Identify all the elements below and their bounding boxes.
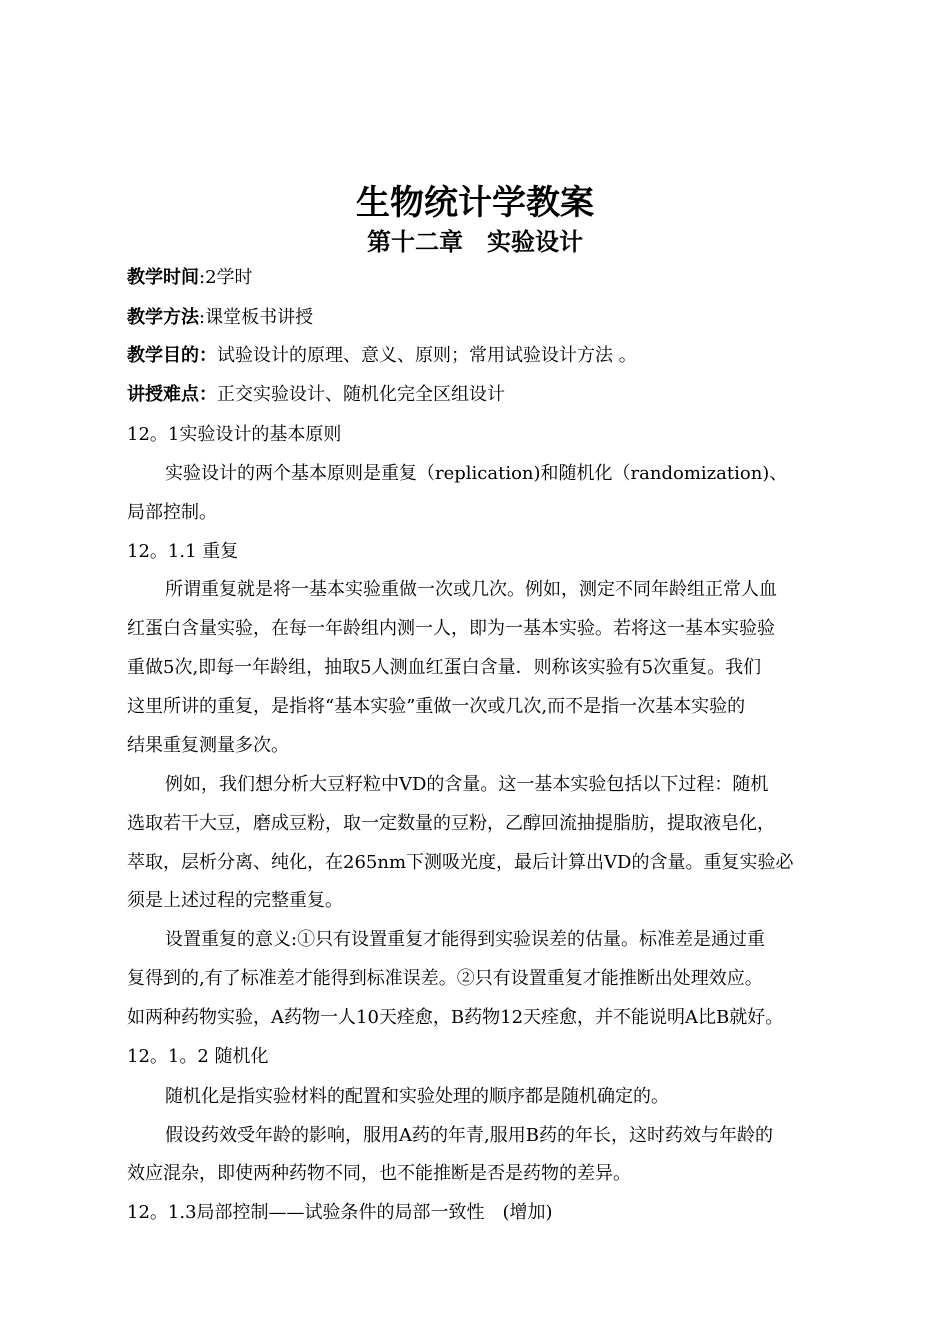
chapter-title: 第十二章 实验设计 bbox=[367, 228, 583, 256]
teaching-time-label: 教学时间 bbox=[127, 267, 199, 288]
section-heading: 12。1实验设计的基本原则 bbox=[127, 424, 342, 445]
paragraph-line: 局部控制。 bbox=[127, 502, 217, 523]
paragraph-line: 复得到的,有了标准差才能得到标准误差。②只有设置重复才能推断出处理效应。 bbox=[127, 968, 763, 989]
teaching-difficulty-value: 正交实验设计、随机化完全区组设计 bbox=[217, 384, 505, 405]
teaching-purpose bbox=[127, 344, 827, 368]
paragraph-line: 随机化是指实验材料的配置和实验处理的顺序都是随机确定的。 bbox=[165, 1086, 669, 1107]
paragraph-line: 如两种药物实验，A药物一人10天痊愈，B药物12天痊愈，并不能说明A比B就好。 bbox=[127, 1007, 784, 1028]
paragraph-line: 须是上述过程的完整重复。 bbox=[127, 890, 343, 911]
paragraph-line: 结果重复测量多次。 bbox=[127, 735, 289, 756]
teaching-time bbox=[127, 266, 827, 290]
paragraph-line: 例如，我们想分析大豆籽粒中VD的含量。这一基本实验包括以下过程：随机 bbox=[165, 774, 769, 795]
document-title: 生物统计学教案 bbox=[356, 183, 594, 223]
paragraph-line: 实验设计的两个基本原则是重复（replication)和随机化（randomization)、 bbox=[165, 463, 788, 484]
teaching-method bbox=[127, 306, 827, 330]
paragraph-line: 设置重复的意义:①只有设置重复才能得到实验误差的估量。标准差是通过重 bbox=[165, 929, 766, 950]
teaching-method-label: 教学方法 bbox=[127, 307, 199, 328]
teaching-purpose-label: 教学目的： bbox=[127, 345, 217, 366]
paragraph-line: 所谓重复就是将一基本实验重做一次或几次。例如，测定不同年龄组正常人血 bbox=[165, 579, 777, 600]
paragraph-line: 重做5次,即每一年龄组，抽取5人测血红蛋白含量．则称该实验有5次重复。我们 bbox=[127, 657, 762, 678]
teaching-difficulty bbox=[127, 383, 827, 407]
teaching-purpose-value: 试验设计的原理、意义、原则；常用试验设计方法 。 bbox=[217, 345, 637, 366]
teaching-method-value: :课堂板书讲授 bbox=[199, 307, 314, 328]
section-heading: 12。1。2 随机化 bbox=[127, 1046, 269, 1067]
paragraph-line: 红蛋白含量实验，在每一年龄组内测一人，即为一基本实验。若将这一基本实验验 bbox=[127, 618, 775, 639]
teaching-time-value: :2学时 bbox=[199, 267, 253, 288]
section-heading: 12。1.1 重复 bbox=[127, 541, 239, 562]
paragraph-line: 选取若干大豆，磨成豆粉，取一定数量的豆粉，乙醇回流抽提脂肪，提取液皂化， bbox=[127, 813, 775, 834]
paragraph-line: 假设药效受年龄的影响，服用A药的年青,服用B药的年长，这时药效与年龄的 bbox=[165, 1125, 773, 1146]
paragraph-line: 这里所讲的重复，是指将“基本实验”重做一次或几次,而不是指一次基本实验的 bbox=[127, 696, 746, 717]
paragraph-line: 萃取，层析分离、纯化，在265nm下测吸光度，最后计算出VD的含量。重复实验必 bbox=[127, 852, 794, 873]
paragraph-line: 效应混杂，即使两种药物不同，也不能推断是否是药物的差异。 bbox=[127, 1163, 631, 1184]
teaching-difficulty-label: 讲授难点： bbox=[127, 384, 217, 405]
section-heading: 12。1.3局部控制——试验条件的局部一致性 (增加) bbox=[127, 1202, 553, 1223]
